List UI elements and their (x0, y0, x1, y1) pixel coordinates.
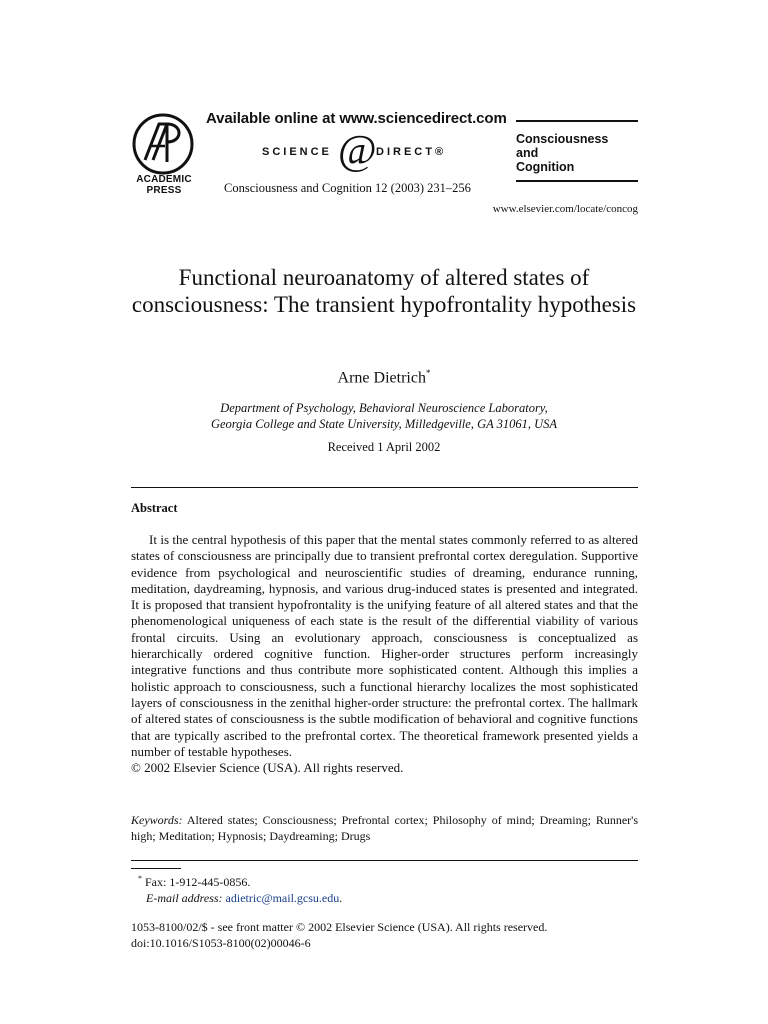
publisher-line2: PRESS (146, 185, 182, 196)
received-date: Received 1 April 2002 (327, 440, 441, 454)
footnote-email-line (138, 890, 342, 906)
email-end: . (339, 891, 343, 905)
available-online-text: Available online at www.sciencedirect.com (206, 110, 507, 127)
issn-line: 1053-8100/02/$ - see front matter © 2002 Elsevier Science (USA). All rights reserved. (131, 920, 548, 934)
doi-line: doi:10.1016/S1053-8100(02)00046-6 (131, 936, 311, 950)
abstract-heading: Abstract (131, 501, 178, 515)
journal-url[interactable]: www.elsevier.com/locate/concog (492, 203, 638, 215)
publisher-name (126, 174, 202, 196)
email-label: E-mail address: (146, 891, 223, 905)
journal-brand (516, 120, 638, 182)
abstract-text: It is the central hypothesis of this paper that the mental states commonly referred to as altered states of consciousness are principally due to transient prefrontal cortex deregulation. Supportive evidence from psychological and neuroscientific studies of dreaming, endurance running, meditation, daydreaming, hypnosis, and various drug-induced states is presented and integrated. It is proposed that transient hypofrontality is the unifying feature of all altered states and that the phenomenological uniqueness of each state is the result of the differential viability of various frontal circuits. Using an evolutionary approach, consciousness is conceptualized as hierarchically ordered cognitive function. Higher-order structures perform increasingly integrative functions and thus contribute more sophisticated content. Although this implies a holistic approach to consciousness, such a functional hierarchy localizes the most sophisticated layers of consciousness in the zenithal higher-order structure: the prefrontal cortex. The hallmark of altered states of consciousness is the subtle modification of behavioral and cognitive functions that are typically ascribed to the prefrontal cortex. The theoretical framework presented yields a number of testable hypotheses. (131, 532, 638, 759)
article-title: Functional neuroanatomy of altered states of consciousness: The transient hypofrontality hypothesis (131, 265, 637, 317)
academic-press-logo (131, 112, 195, 182)
brand-rule-top (516, 120, 638, 122)
email-link[interactable]: adietric@mail.gcsu.edu (225, 891, 340, 905)
affiliation (0, 400, 768, 432)
sd-right: DIRECT® (376, 146, 447, 158)
footnote (138, 871, 342, 906)
sciencedirect-logo (262, 128, 492, 176)
journal-brand-title: Consciousness and Cognition (516, 132, 609, 174)
divider-bottom (131, 860, 638, 861)
sd-at-icon: @ (338, 128, 377, 174)
journal-citation: Consciousness and Cognition 12 (2003) 231–256 (224, 181, 471, 195)
footnote-star: * (138, 874, 142, 883)
keywords-text: Altered states; Consciousness; Prefrontal cortex; Philosophy of mind; Dreaming; Runner's high; Meditation; Hypnosis; Daydreaming; Drugs (131, 813, 638, 843)
footnote-fax: Fax: 1-912-445-0856. (145, 875, 251, 889)
brand-rule-bottom (516, 180, 638, 182)
keywords-label: Keywords: (131, 813, 183, 827)
footnote-fax-line (138, 871, 342, 890)
article-meta (131, 919, 547, 951)
footnote-rule (131, 868, 181, 869)
abstract-copyright: © 2002 Elsevier Science (USA). All rights reserved. (131, 760, 404, 776)
author (0, 368, 768, 387)
abstract-body (131, 532, 638, 776)
keywords (131, 812, 638, 844)
affiliation-line2: Georgia College and State University, Milledgeville, GA 31061, USA (210, 417, 558, 431)
affiliation-line1: Department of Psychology, Behavioral Neuroscience Laboratory, (220, 401, 548, 415)
divider-top (131, 487, 638, 488)
author-name: Arne Dietrich (337, 369, 426, 387)
publisher-line1: ACADEMIC (136, 174, 192, 185)
sd-left: SCIENCE (262, 146, 332, 158)
author-mark: * (425, 368, 431, 378)
